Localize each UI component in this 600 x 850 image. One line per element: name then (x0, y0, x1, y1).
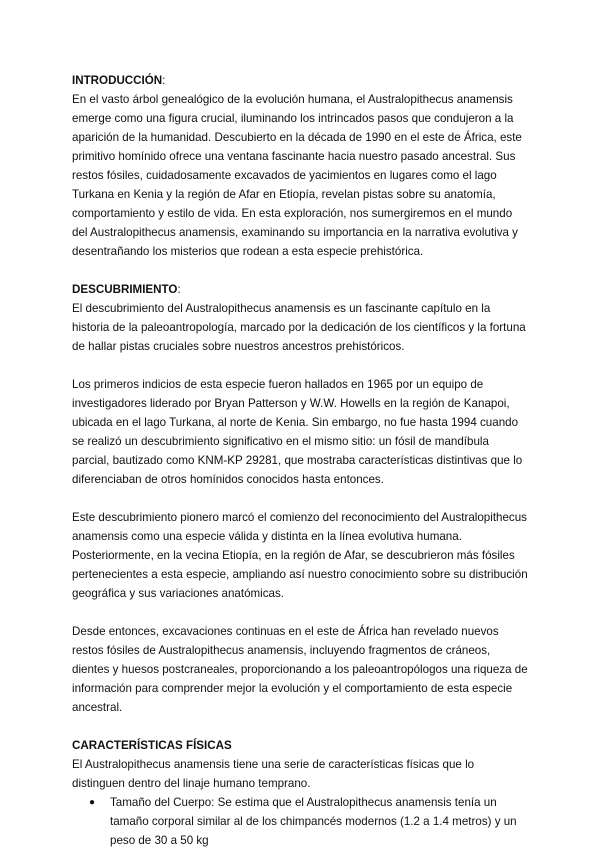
discovery-paragraph-3: Este descubrimiento pionero marcó el comienzo del reconocimiento del Australopithecus anamensis como una especie válida y distinta en la línea evolutiva humana. Posteriormente, en la vecina Etiopía, en la región de Afar, se descubrieron más fósiles pertenecientes a esta especie, ampliando así nuestro conocimiento sobre su distribución geográfica y sus variaciones anatómicas. (72, 511, 528, 600)
discovery-heading (72, 280, 528, 299)
intro-paragraph: En el vasto árbol genealógico de la evolución humana, el Australopithecus anamensis emerge como una figura crucial, iluminando los intrincados pasos que condujeron a la aparición de la humanidad. Descubierto en la década de 1990 en el este de África, este primitivo homínido ofrece una ventana fascinante hacia nuestro pasado ancestral. Sus restos fósiles, cuidadosamente excavados de yacimientos en lugares como el lago Turkana en Kenia y la región de Afar en Etiopía, revelan pistas sobre su anatomía, comportamiento y estilo de vida. En esta exploración, nos sumergiremos en el mundo del Australopithecus anamensis, examinando su importancia en la narrativa evolutiva y desentrañando los misterios que rodean a esta especie prehistórica. (72, 93, 522, 258)
bullet-dot-icon: ● (89, 797, 96, 808)
intro-heading-colon: : (162, 74, 166, 87)
physical-bullet-list (72, 793, 528, 850)
document-page (72, 71, 528, 850)
discovery-paragraph-4: Desde entonces, excavaciones continuas en el este de África han revelado nuevos restos fósiles de Australopithecus anamensis, incluyendo fragmentos de cráneos, dientes y huesos postcraneales, proporcionando a los paleoantropólogos una riqueza de información para comprender mejor la evolución y el comportamiento de esta especie ancestral. (72, 625, 528, 714)
intro-heading-text: INTRODUCCIÓN (72, 74, 163, 87)
discovery-heading-colon: : (177, 283, 181, 296)
intro-heading (72, 71, 528, 90)
list-item-text: Tamaño del Cuerpo: Se estima que el Australopithecus anamensis tenía un tamaño corporal similar al de los chimpancés modernos (1.2 a 1.4 metros) y un peso de 30 a 50 kg (110, 796, 517, 847)
physical-heading: CARACTERÍSTICAS FÍSICAS (72, 739, 232, 752)
list-item (72, 793, 528, 850)
discovery-heading-text: DESCUBRIMIENTO (72, 283, 178, 296)
discovery-paragraph-1: El descubrimiento del Australopithecus anamensis es un fascinante capítulo en la historia de la paleoantropología, marcado por la dedicación de los científicos y la fortuna de hallar pistas cruciales sobre nuestros ancestros prehistóricos. (72, 302, 526, 353)
physical-intro-paragraph: El Australopithecus anamensis tiene una serie de características físicas que lo distinguen dentro del linaje humano temprano. (72, 758, 475, 790)
discovery-paragraph-2: Los primeros indicios de esta especie fueron hallados en 1965 por un equipo de investigadores liderado por Bryan Patterson y W.W. Howells en la región de Kanapoi, ubicada en el lago Turkana, al norte de Kenia. Sin embargo, no fue hasta 1994 cuando se realizó un descubrimiento significativo en el mismo sitio: un fósil de mandíbula parcial, bautizado como KNM-KP 29281, que mostraba características distintivas que lo diferenciaban de otros homínidos conocidos hasta entonces. (72, 378, 523, 486)
